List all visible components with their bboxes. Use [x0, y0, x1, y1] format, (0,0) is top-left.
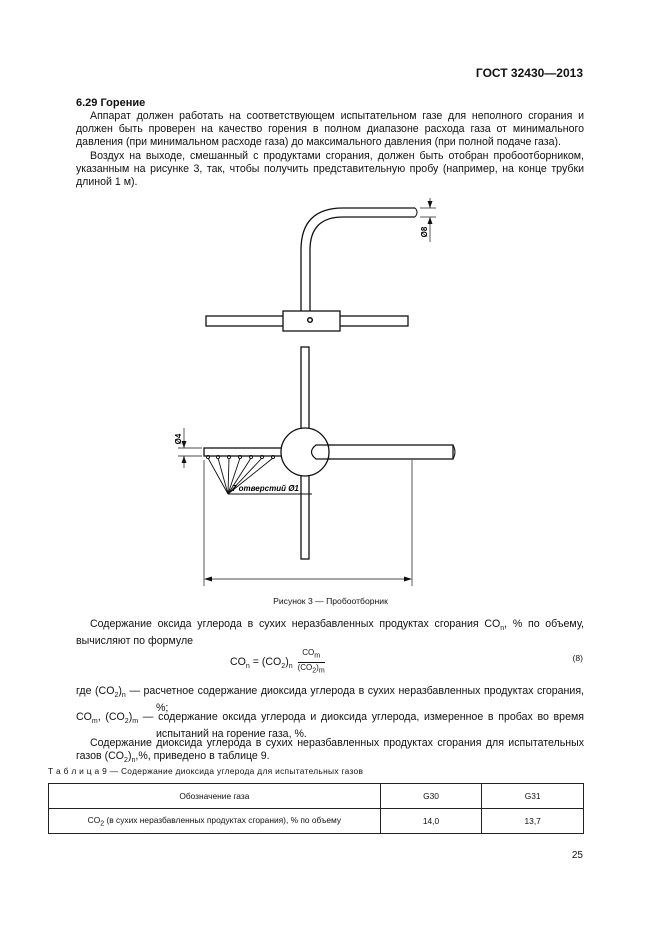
- where-item-1: где $(CO_2)_n$ — расчетное содержание диоксида углерода в сухих неразбавленных продуктах сгорания, %;: [76, 685, 584, 715]
- table-cell-g31: 13,7: [482, 809, 584, 834]
- outlet-tube: [315, 445, 453, 459]
- dim-top-label: Ø8: [420, 226, 429, 238]
- page-number: 25: [571, 850, 583, 861]
- table-cell-g30: 14,0: [380, 809, 482, 834]
- figure-caption: Рисунок 3 — Пробоотборник: [273, 596, 388, 606]
- table-header-g31: G31: [482, 784, 584, 809]
- table-header-g30: G30: [380, 784, 482, 809]
- bent-tube-outer: [301, 208, 415, 317]
- formula-intro: Содержание оксида углерода в сухих неразбавленных продуктах сгорания $CO_n$, % по объему, вычисляют по формуле: [76, 618, 584, 648]
- equation-number: (8): [572, 653, 583, 663]
- probe-figure: [140, 192, 480, 592]
- section-title: 6.29 Горение: [76, 97, 146, 109]
- closing-paragraph: Содержание диоксида углерода в сухих неразбавленных продуктах сгорания для испытательных газов $(CO_2)_n,\%$, приведено в таблице 9.: [76, 737, 584, 765]
- where-item-2: $CO_m$, $(CO_2)_m$ — содержание оксида углерода и диоксида углерода, измеренное в пробах во время испытаний на горение газа, %.: [76, 711, 584, 741]
- formula-fraction: $\frac{CO_m}{(CO_2)_m}$: [297, 648, 325, 675]
- dim-left-label: Ø4: [174, 433, 183, 445]
- holes-label: 7 отверстий Ø1: [232, 484, 299, 493]
- table-row-label: $CO_2$ (в сухих неразбавленных продуктах сгорания), % по объему: [49, 809, 381, 834]
- standard-header: ГОСТ 32430—2013: [475, 66, 583, 80]
- left-arm: [204, 448, 288, 456]
- table-header-row: [49, 784, 584, 809]
- co2-table: [48, 783, 584, 834]
- hub: [281, 428, 329, 476]
- table-caption: Т а б л и ц а 9 — Содержание диоксида углерода для испытательных газов: [48, 766, 364, 776]
- table-row: [49, 809, 584, 834]
- paragraph-2: Воздух на выходе, смешанный с продуктами сгорания, должен быть отобран пробоотборником, указанным на рисунке 3, так, чтобы получить представительную пробу (например, на конце трубки длиной 1 м).: [76, 150, 584, 189]
- paragraph-1: Аппарат должен работать на соответствующем испытательном газе для неполного сгорания и должен быть проверен на качество горения в полном диапазоне расхода газа от минимального давления (при минимальном расходе газа) до максимального давления (при полной подаче газа).: [76, 110, 584, 149]
- table-header-gas: Обозначение газа: [49, 784, 381, 809]
- formula-8: $CO_n = (CO_2)_n$ $\frac{CO_m}{(CO_2)_m}$: [230, 648, 325, 675]
- bent-tube-inner: [310, 217, 415, 317]
